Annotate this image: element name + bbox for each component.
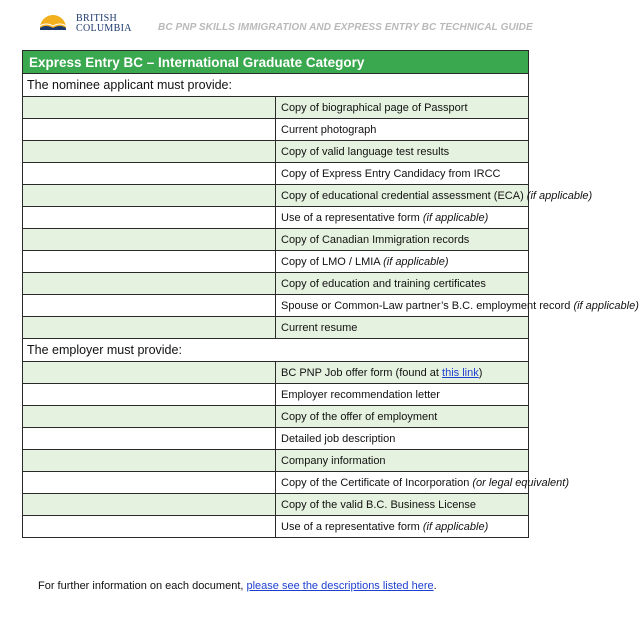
checkbox-cell[interactable] xyxy=(23,295,276,317)
table-row xyxy=(23,450,529,472)
document-label: Copy of LMO / LMIA xyxy=(281,255,384,268)
table-row xyxy=(23,207,529,229)
document-item xyxy=(276,295,639,317)
footer-suffix: . xyxy=(433,580,437,592)
checkbox-cell[interactable] xyxy=(23,119,276,141)
document-label: Current photograph xyxy=(281,123,377,136)
document-label: Company information xyxy=(281,454,386,467)
document-label: Copy of valid language test results xyxy=(281,145,450,158)
document-label: BC PNP Job offer form (found at xyxy=(281,366,443,379)
document-item xyxy=(276,229,529,251)
table-row xyxy=(23,494,529,516)
document-item xyxy=(276,251,529,273)
document-label: Copy of education and training certificates xyxy=(281,277,486,290)
checkbox-cell[interactable] xyxy=(23,141,276,163)
document-label: Copy of educational credential assessment (ECA) xyxy=(281,189,527,202)
table-row xyxy=(23,295,529,317)
page-header xyxy=(0,0,550,46)
checkbox-cell[interactable] xyxy=(23,428,276,450)
table-row xyxy=(23,428,529,450)
document-note: (or legal equivalent) xyxy=(472,476,570,489)
bc-logo xyxy=(38,10,148,40)
document-label: Copy of Express Entry Candidacy from IRCC xyxy=(281,167,501,180)
checkbox-cell[interactable] xyxy=(23,406,276,428)
table-row xyxy=(23,229,529,251)
checkbox-cell[interactable] xyxy=(23,472,276,494)
document-label: Copy of Canadian Immigration records xyxy=(281,233,470,246)
document-label: Current resume xyxy=(281,321,358,334)
document-item xyxy=(276,494,529,516)
checkbox-cell[interactable] xyxy=(23,494,276,516)
table-row xyxy=(23,516,529,538)
checkbox-cell[interactable] xyxy=(23,97,276,119)
sun-icon xyxy=(38,10,68,30)
document-item xyxy=(276,141,529,163)
nominee-heading-row xyxy=(23,74,529,97)
employer-heading: The employer must provide: xyxy=(23,339,529,362)
document-item xyxy=(276,207,529,229)
document-label: Copy of biographical page of Passport xyxy=(281,101,468,114)
descriptions-link[interactable]: please see the descriptions listed here xyxy=(246,580,434,592)
guide-title: BC PNP SKILLS IMMIGRATION AND EXPRESS ENTRY BC TECHNICAL GUIDE xyxy=(158,22,533,33)
footer-note xyxy=(38,580,437,592)
document-label: Employer recommendation letter xyxy=(281,388,440,401)
table-row xyxy=(23,119,529,141)
document-label: Use of a representative form xyxy=(281,520,423,533)
table-row xyxy=(23,141,529,163)
table-title-row xyxy=(23,51,529,74)
checkbox-cell[interactable] xyxy=(23,516,276,538)
document-note: (if applicable) xyxy=(422,211,489,224)
document-label: Copy of the valid B.C. Business License xyxy=(281,498,477,511)
checkbox-cell[interactable] xyxy=(23,251,276,273)
document-item xyxy=(276,317,529,339)
document-item xyxy=(276,406,529,428)
table-row xyxy=(23,185,529,207)
document-label-suffix: ) xyxy=(478,366,483,379)
document-checklist-table xyxy=(22,50,639,538)
logo-line-2: COLUMBIA xyxy=(76,23,132,34)
checkbox-cell[interactable] xyxy=(23,317,276,339)
document-item xyxy=(276,384,529,406)
checkbox-cell[interactable] xyxy=(23,207,276,229)
document-item xyxy=(276,163,529,185)
table-row xyxy=(23,163,529,185)
checkbox-cell[interactable] xyxy=(23,163,276,185)
table-row xyxy=(23,406,529,428)
document-label: Use of a representative form xyxy=(281,211,423,224)
table-row xyxy=(23,251,529,273)
checkbox-cell[interactable] xyxy=(23,450,276,472)
table-row xyxy=(23,384,529,406)
table-row xyxy=(23,97,529,119)
checkbox-cell[interactable] xyxy=(23,384,276,406)
checkbox-cell[interactable] xyxy=(23,229,276,251)
document-item xyxy=(276,516,529,538)
table-title: Express Entry BC – International Graduate Category xyxy=(23,51,529,74)
table-row xyxy=(23,273,529,295)
job-offer-form-link[interactable]: this link xyxy=(442,366,479,379)
document-item xyxy=(276,450,529,472)
table-row xyxy=(23,317,529,339)
document-note: (if applicable) xyxy=(383,255,449,268)
logo-line-1: BRITISH xyxy=(76,13,117,24)
document-item xyxy=(276,119,529,141)
document-item xyxy=(276,428,529,450)
document-item xyxy=(276,362,529,384)
document-item xyxy=(276,185,593,207)
employer-heading-row xyxy=(23,339,529,362)
document-label: Copy of the offer of employment xyxy=(281,410,438,423)
document-label: Copy of the Certificate of Incorporation xyxy=(281,476,473,489)
table-row xyxy=(23,362,529,384)
table-row xyxy=(23,472,529,494)
checkbox-cell[interactable] xyxy=(23,362,276,384)
document-label: Detailed job description xyxy=(281,432,396,445)
nominee-heading: The nominee applicant must provide: xyxy=(23,74,529,97)
document-item xyxy=(276,472,570,494)
document-note: (if applicable) xyxy=(422,520,489,533)
checkbox-cell[interactable] xyxy=(23,185,276,207)
document-note: (if applicable) xyxy=(573,299,639,312)
checkbox-cell[interactable] xyxy=(23,273,276,295)
footer-text: For further information on each document, xyxy=(38,580,247,592)
document-note: (if applicable) xyxy=(526,189,593,202)
document-label: Spouse or Common-Law partner’s B.C. employment record xyxy=(281,299,574,312)
document-item xyxy=(276,273,529,295)
document-item xyxy=(276,97,529,119)
logo-wordmark xyxy=(76,14,132,34)
